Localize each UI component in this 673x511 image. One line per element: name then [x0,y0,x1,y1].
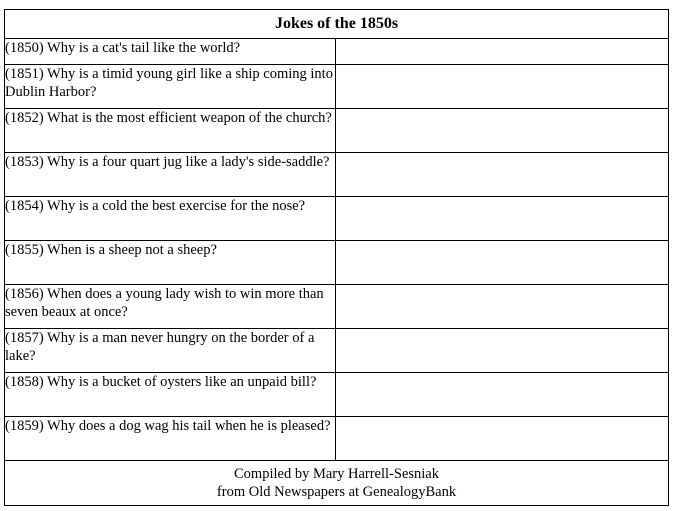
answer-cell [336,197,669,241]
table-row [5,329,669,373]
joke-question: (1858) Why is a bucket of oysters like an unpaid bill? [5,374,317,390]
joke-question: (1853) Why is a four quart jug like a lady's side-saddle? [5,154,330,170]
joke-question: (1857) Why is a man never hungry on the border of a lake? [5,330,315,364]
table-row [5,39,669,65]
answer-cell [336,65,669,109]
joke-question: (1850) Why is a cat's tail like the world? [5,40,241,56]
question-cell [5,39,336,65]
question-cell [5,417,336,461]
question-cell [5,285,336,329]
footer-row [5,461,669,506]
compiler-credit: Compiled by Mary Harrell-Sesniak [234,466,439,482]
joke-question: (1856) When does a young lady wish to win more than seven beaux at once? [5,286,324,320]
table-row [5,241,669,285]
table-row [5,65,669,109]
jokes-table [4,9,669,506]
answer-cell [336,241,669,285]
question-cell [5,65,336,109]
joke-question: (1852) What is the most efficient weapon of the church? [5,110,332,126]
joke-question: (1859) Why does a dog wag his tail when he is pleased? [5,418,331,434]
answer-cell [336,285,669,329]
question-cell [5,153,336,197]
question-cell [5,241,336,285]
question-cell [5,109,336,153]
table-row [5,417,669,461]
table-row [5,109,669,153]
credits-cell [5,461,669,506]
source-credit: from Old Newspapers at GenealogyBank [216,484,457,500]
answer-cell [336,417,669,461]
answer-cell [336,39,669,65]
joke-question: (1855) When is a sheep not a sheep? [5,242,217,258]
joke-question: (1854) Why is a cold the best exercise for the nose? [5,198,306,214]
table-row [5,197,669,241]
table-row [5,153,669,197]
joke-question: (1851) Why is a timid young girl like a ship coming into Dublin Harbor? [5,66,333,100]
question-cell [5,329,336,373]
table-row [5,373,669,417]
table-row [5,285,669,329]
answer-cell [336,329,669,373]
question-cell [5,197,336,241]
answer-cell [336,373,669,417]
answer-cell [336,153,669,197]
title-row [5,10,669,39]
answer-cell [336,109,669,153]
question-cell [5,373,336,417]
table-title: Jokes of the 1850s [5,10,669,39]
